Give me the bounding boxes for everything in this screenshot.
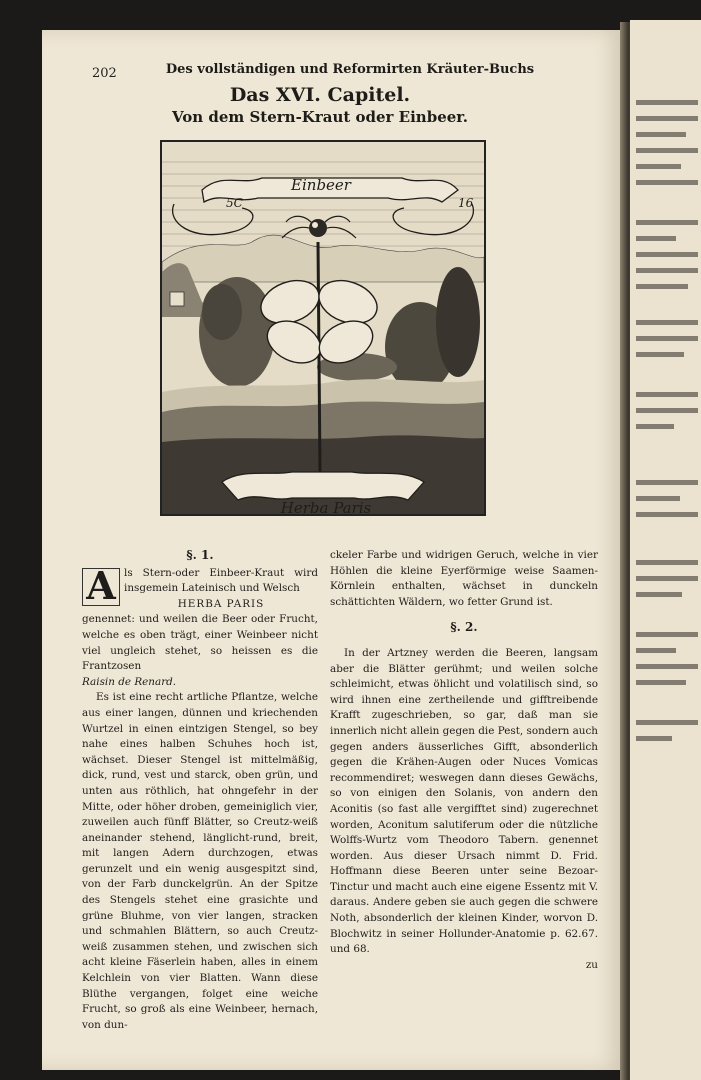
herb-paris-engraving — [162, 142, 484, 514]
paragraph-4: In der Artzney werden die Beeren, langsam aber die Blätter gerühmt; und weilen solche schleimicht, etwas öhlicht und volatilisch sind, so wird ihnen eine zertheilende und gifftreibende Krafft zugeschrieben, so gar, daß man sie innerlich nicht allein gegen die Pest, sondern auch gegen anders äusserliches Gifft, absonderlich gegen die Krähen-Augen oder Nuces Vomicas recommendiret; weswegen dann dieses Gewächs, so von einigen den Solanis, von andern den Aconitis (so fast alle vergifftet sind) zugerechnet worden, Aconitum salutiferum oder die nützliche Wolffs-Wurtz vom Theodoro Tabern. genennet worden. Aus dieser Ursach nimmt D. Frid. Hoffmann diese Beeren unter seine Bezoar-Tinctur und macht auch eine eigene Essentz mit V. daraus. Andere geben sie auch gegen die schwere Noth, absonderlich der kleinen Kinder, worvon D. Blochwitz in seiner Hollunder-Anatomie p. 62.67. und 68. — [330, 646, 598, 956]
plate-banner-bottom: Herba Paris — [280, 499, 372, 517]
paragraph-2: Es ist eine recht artliche Pflantze, welche aus einer langen, dünnen und kriechenden Wurtzel in einen eintzigen Stengel, so bey nahe eines halben Schuhes hoch ist, wächset. Dieser Stengel ist mittelmäßig, dick, rund, vest und starck, oben grün, und unten aus röthlich, hat ohngefehr in der Mitte, oder höher droben, gemeiniglich vier, zuweilen auch fünff Blätter, so Creutz-weiß aneinander stehend, länglicht-rund, breit, mit langen Adern durchzogen, etwas gerunzelt und ein wenig ausgespitzt sind, von der Farb dunckelgrün. An der Spitze des Stengels stehet eine grasichte und grüne Bluhme, von vier langen, stracken und schmahlen Blättern, so auch Creutz-weiß zusammen stehen, und zwischen sich acht kleine Fäserlein haben, alles in einem Kelchlein von vier Blatten. Wann diese Blüthe vergangen, folget eine weiche Frucht, so groß als eine Weinbeer, hernach, von dun- — [82, 691, 318, 1031]
chapter-title: Das XVI. Capitel. — [229, 84, 411, 106]
plate-banner-top: Einbeer — [291, 176, 351, 194]
catchword: zu — [585, 958, 598, 971]
engraving-plate — [160, 140, 486, 516]
chapter-subtitle: Von dem Stern-Kraut oder Einbeer. — [171, 108, 469, 126]
lead-text: ls Stern-oder Einbeer-Kraut wird insgemein Lateinisch und Welsch — [124, 566, 318, 595]
page-number: 202 — [92, 66, 117, 81]
raisin-term: Raisin de Renard. — [82, 675, 177, 688]
plate-label-right: 16 — [458, 196, 474, 210]
paragraph-1: genennet: und weilen die Beer oder Frucht, welche es oben trägt, einer Weinbeer nicht viel ungleich stehet, so heissen es die Frantzosen — [82, 613, 318, 673]
left-column — [82, 548, 318, 1033]
drop-cap: A — [82, 568, 120, 606]
paragraph-3: ckeler Farbe und widrigen Geruch, welche in vier Höhlen die kleine Eyerförmige weise Saamen-Körnlein enthalten, wächset in dunckeln schättichten Wäldern, wo fetter Grund ist. — [330, 549, 598, 608]
right-column — [330, 548, 598, 973]
section-heading-2: §. 2. — [450, 620, 478, 635]
facing-page-edge — [630, 20, 701, 1080]
herba-paris-term: HERBA PARIS — [177, 597, 265, 610]
plate-label-left: 5C — [226, 196, 243, 210]
running-head: Des vollständigen und Reformirten Kräuter-Buchs — [165, 62, 535, 77]
section-heading-1: §. 1. — [186, 548, 214, 562]
